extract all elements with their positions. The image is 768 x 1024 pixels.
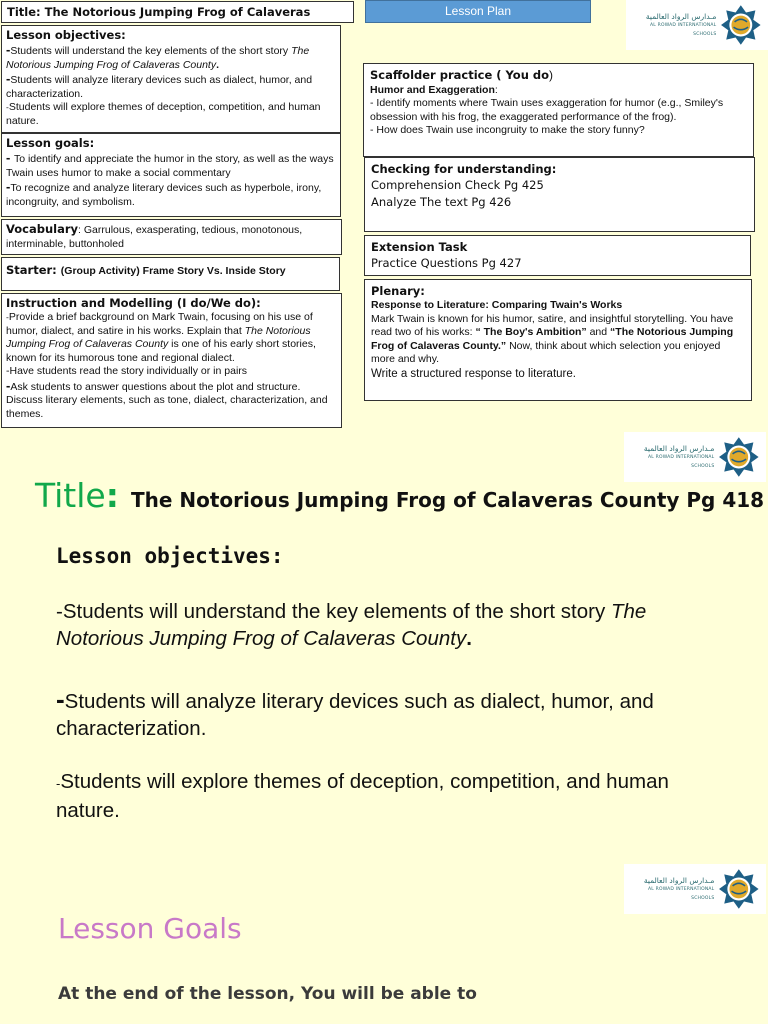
checking-heading: Checking for understanding: (371, 162, 557, 176)
school-name (626, 12, 716, 39)
goals-heading: Lesson goals: (6, 136, 95, 150)
instruction-heading: Instruction and Modelling (I do/We do): (6, 296, 261, 310)
school-name-arabic: مـدارس الرواد العالمية (645, 11, 717, 21)
goal-item: - To identify and appreciate the humor in the story, as well as the ways Twain uses humor to make a social commentary (6, 150, 334, 179)
objectives-heading: Lesson objectives: (6, 28, 126, 42)
slide-title-colon: : (105, 476, 119, 515)
objective-item: -Students will explore themes of deception, competition, and human nature. (6, 101, 321, 127)
goal-item: -To recognize and analyze literary devices such as hyperbole, irony, incongruity, and symbolism. (6, 179, 322, 208)
plenary-last-line: Write a structured response to literature. (371, 367, 576, 380)
school-name-english: AL ROWAD INTERNATIONAL SCHOOLS (650, 22, 717, 37)
slide-objectives-heading: Lesson objectives: (56, 544, 284, 568)
school-name-arabic: مـدارس الرواد العالمية (643, 875, 715, 885)
school-name-arabic: مـدارس الرواد العالمية (643, 443, 715, 453)
school-name-english: AL ROWAD INTERNATIONAL SCHOOLS (648, 886, 715, 901)
school-name (624, 876, 714, 903)
extension-heading: Extension Task (371, 240, 468, 254)
lesson-plan-tab[interactable] (365, 0, 591, 23)
school-logo (626, 0, 768, 50)
plenary-text: Mark Twain is known for his humor, satire, and insightful storytelling. You have read two of his works: “ The Boy's Ambition” and “The Notorious Jumping Frog of Calaveras County.” Now, think about which selection you enjoyed more and why. (371, 312, 734, 365)
star-globe-icon (718, 868, 760, 910)
goals-box (1, 133, 341, 217)
plenary-subheading: Response to Literature: Comparing Twain's Works (371, 299, 623, 311)
title-box (1, 1, 354, 23)
plenary-heading: Plenary: (371, 284, 425, 298)
starter-box (1, 257, 340, 291)
school-logo (624, 432, 766, 482)
instruction-box (1, 293, 342, 428)
checking-box (364, 157, 755, 232)
lesson-goals-intro: At the end of the lesson, You will be able to (58, 984, 477, 1004)
slide-title (35, 476, 764, 515)
objective-item: -Students will understand the key elements of the short story The Notorious Jumping Frog of Calaveras County. (6, 42, 310, 71)
objectives-box (1, 25, 341, 133)
extension-line: Practice Questions Pg 427 (371, 256, 522, 270)
slide-objective: -Students will explore themes of deception, competition, and human nature. (56, 770, 669, 822)
vocabulary-box (1, 219, 342, 255)
scaffold-box (363, 63, 754, 157)
extension-box (364, 235, 751, 276)
slide-title-text: The Notorious Jumping Frog of Calaveras County Pg 418 (130, 488, 765, 512)
school-name-english: AL ROWAD INTERNATIONAL SCHOOLS (648, 454, 715, 469)
slide-objective: -Students will understand the key elements of the short story The Notorious Jumping Frog of Calaveras County. (56, 600, 647, 650)
vocabulary-text: Vocabulary: Garrulous, exasperating, tedious, monotonous, interminable, buttonholed (6, 222, 303, 250)
school-name (624, 444, 714, 471)
checking-line: Comprehension Check Pg 425 (371, 178, 544, 192)
title-box-text: Title: The Notorious Jumping Frog of Calaveras (7, 5, 311, 19)
instruction-item: -Have students read the story individually or in pairs (6, 365, 248, 377)
lesson-plan-label: Lesson Plan (444, 4, 512, 18)
school-logo (624, 864, 766, 914)
lesson-goals-heading: Lesson Goals (58, 912, 242, 945)
checking-line: Analyze The text Pg 426 (371, 195, 512, 209)
scaffold-line: - How does Twain use incongruity to make the story funny? (370, 124, 645, 136)
star-globe-icon (718, 436, 760, 478)
star-globe-icon (720, 4, 762, 46)
scaffold-heading: Scaffolder practice ( You do) (370, 68, 554, 82)
slide-title-label: Title (35, 476, 106, 515)
scaffold-subheading: Humor and Exaggeration: (370, 83, 498, 96)
slide-objective: -Students will analyze literary devices such as dialect, humor, and characterization. (56, 684, 654, 740)
plenary-box (364, 279, 752, 401)
instruction-item: -Ask students to answer questions about the plot and structure. Discuss literary elements, such as tone, dialect, characterization, and themes. (6, 377, 328, 420)
objective-item: -Students will analyze literary devices such as dialect, humor, and characterization. (6, 71, 313, 100)
instruction-item: -Provide a brief background on Mark Twain, focusing on his use of humor, dialect, and satire in his works. Explain that The Notorious Jumping Frog of Calaveras County is one of his early short stories, known for its humorous tone and regional dialect. (6, 311, 316, 364)
starter-text: Starter: (Group Activity) Frame Story Vs. Inside Story (6, 263, 286, 277)
scaffold-line: - Identify moments where Twain uses exaggeration for humor (e.g., Smiley's obsession with his frog, the exaggerated performance of the frog). (370, 97, 724, 123)
